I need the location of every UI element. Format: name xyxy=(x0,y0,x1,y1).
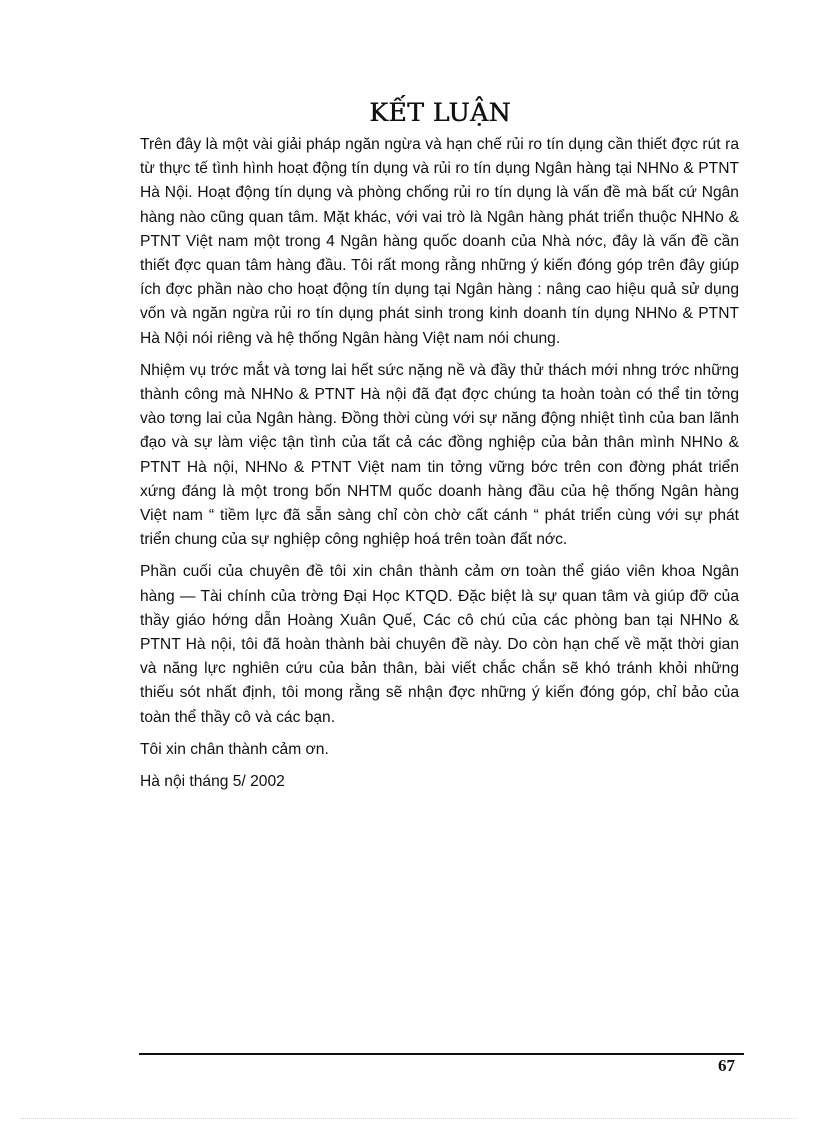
paragraph-acknowledgements: Phần cuối của chuyên đề tôi xin chân thành cảm ơn toàn thể giáo viên khoa Ngân hàng — Tài chính của trờng Đại Học KTQD. Đặc biệt là sự quan tâm và giúp đỡ của thầy giáo hớng dẫn Hoàng Xuân Quế, Các cô chú của các phòng ban tại NHNo & PTNT Hà nội, tôi đã hoàn thành bài chuyên đề này. Do còn hạn chế về mặt thời gian và năng lực nghiên cứu của bản thân, bài viết chắc chắn sẽ khó tránh khỏi những thiếu sót nhất định, tôi mong rằng sẽ nhận đợc những ý kiến đóng góp, chỉ bảo của toàn thể thầy cô và các bạn. xyxy=(140,563,739,726)
paragraph-thanks: Tôi xin chân thành cảm ơn. xyxy=(140,740,329,758)
footer-rule xyxy=(139,1053,744,1055)
paragraph-solutions-summary: Trên đây là một vài giải pháp ngăn ngừa và hạn chế rủi ro tín dụng cần thiết đợc rút ra từ thực tế tình hình hoạt động tín dụng và rủi ro tín dụng Ngân hàng tại NHNo & PTNT Hà Nội. Hoạt động tín dụng và phòng chống rủi ro tín dụng là vấn đề mà bất cứ Ngân hàng nào cũng quan tâm. Mặt khác, với vai trò là Ngân hàng phát triển thuộc NHNo & PTNT Việt nam một trong 4 Ngân hàng quốc doanh của Nhà nớc, đây là vấn đề cần thiết đợc quan tâm hàng đầu. Tôi rất mong rằng những ý kiến đóng góp trên đây giúp ích đợc phần nào cho hoạt động tín dụng tại Ngân hàng : nâng cao hiệu quả sử dụng vốn và ngăn ngừa rủi ro tín dụng phát sinh trong kinh doanh tín dụng NHNo & PTNT Hà Nội nói riêng và hệ thống Ngân hàng Việt nam nói chung. xyxy=(140,136,739,347)
page-title: KẾT LUẬN xyxy=(369,98,511,127)
page-number: 67 xyxy=(718,1056,735,1075)
paragraph-future-tasks: Nhiệm vụ trớc mắt và tơng lai hết sức nặng nề và đầy thử thách mới nhng trớc những thành công mà NHNo & PTNT Hà nội đã đạt đợc chúng ta hoàn toàn có thể tin tởng vào tơng lai của Ngân hàng. Đồng thời cùng với sự năng động nhiệt tình của ban lãnh đạo và sự làm việc tận tình của tất cả các đồng nghiệp của bản thân mình NHNo & PTNT Hà nội, NHNo & PTNT Việt nam tin tởng vững bớc trên con đờng phát triển xứng đáng là một trong bốn NHTM quốc doanh hàng đầu của hệ thống Ngân hàng Việt nam “ tiềm lực đã sẵn sàng chỉ còn chờ cất cánh “ phát triển cùng với sự phát triển chung của sự nghiệp công nghiệp hoá trên toàn đất nớc. xyxy=(140,361,739,549)
paragraph-date: Hà nội tháng 5/ 2002 xyxy=(140,773,285,791)
body-text xyxy=(140,133,739,802)
page-bottom-border xyxy=(20,1118,796,1119)
